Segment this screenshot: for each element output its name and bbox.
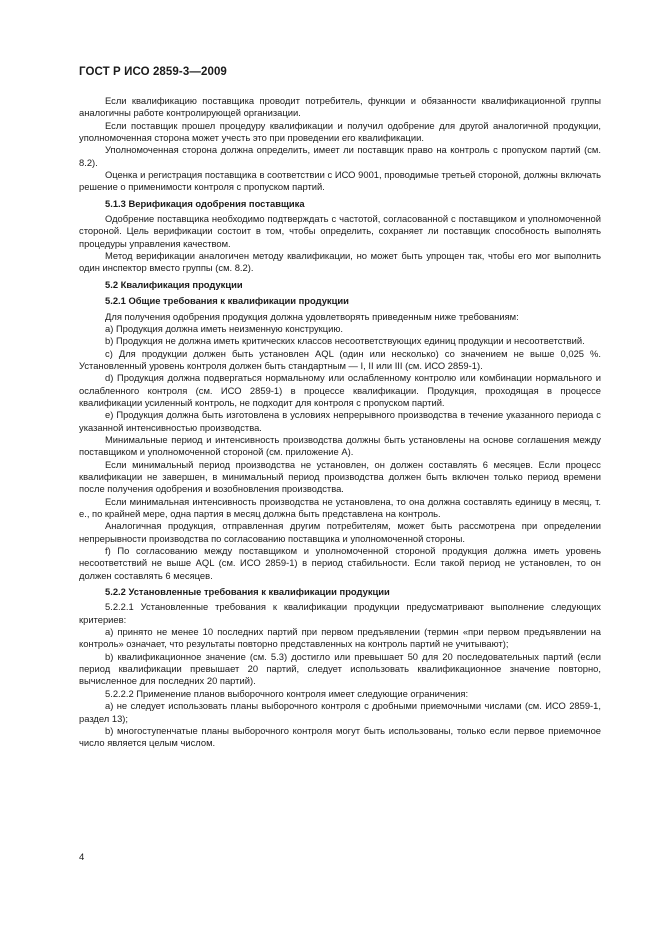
paragraph: Если минимальный период производства не установлен, он должен составлять 6 месяцев. Если процесс квалификации не завершен, в минимальный период производства должен быть включен только период времени после получения одобрения и возобновления производства.	[79, 458, 601, 495]
paragraph: b) Продукция не должна иметь критических классов несоответствующих единиц продукции и несоответствий.	[105, 335, 585, 347]
section-heading: 5.1.3 Верификация одобрения поставщика	[105, 197, 305, 209]
paragraph: Оценка и регистрация поставщика в соответствии с ИСО 9001, проводимые третьей стороной, должны включать решение о применимости контроля с пропуском партий.	[79, 169, 601, 193]
paragraph: Для получения одобрения продукция должна удовлетворять приведенным ниже требованиям:	[105, 310, 519, 322]
paragraph: e) Продукция должна быть изготовлена в условиях непрерывного производства в течение указанного периода с указанной интенсивностью производства.	[79, 409, 601, 433]
paragraph: Одобрение поставщика необходимо подтверждать с частотой, согласованной с поставщиком и уполномоченной стороной. Цель верификации состоит в том, чтобы определить, сохраняет ли поставщик способность выполнять процедуры управления качеством.	[79, 213, 601, 249]
paragraph: Если поставщик прошел процедуру квалификации и получил одобрение для другой аналогичной продукции, уполномоченная сторона может учесть это при проведении его квалификации.	[79, 119, 601, 144]
paragraph: Уполномоченная сторона должна определить, имеет ли поставщик право на контроль с пропуском партий (см. 8.2).	[79, 144, 601, 168]
document-body	[79, 95, 601, 750]
paragraph: d) Продукция должна подвергаться нормальному или ослабленному контролю или комбинации нормального и ослабленного контроля (см. ИСО 2859-1) в процессе квалификации. Продукция, проходящая в процессе квалификации усиленный контроль, не подходит для контроля с пропуском партий.	[79, 372, 601, 408]
paragraph: b) квалификационное значение (см. 5.3) достигло или превышает 50 для 20 последовательных партий (если период квалификации превышает 20 партий, следует использовать квалификационное значение повторно, вычисленное для последних 20 партий).	[79, 650, 601, 687]
paragraph: b) многоступенчатые планы выборочного контроля могут быть использованы, только если первое приемочное число является целым числом.	[79, 724, 601, 749]
page-number: 4	[79, 852, 85, 863]
paragraph: a) не следует использовать планы выборочного контроля с дробными приемочными числами (см. ИСО 2859-1, раздел 13);	[79, 700, 601, 724]
paragraph: Если минимальная интенсивность производства не установлена, то она должна составлять единицу в месяц, т. е., по крайней мере, одна партия в месяц должна быть представлена на контроль.	[79, 495, 601, 519]
paragraph: c) Для продукции должен быть установлен AQL (один или несколько) со значением не выше 0,025 %. Установленный уровень контроля должен быть стандартным — I, II или III (см. ИСО 2859-1).	[79, 347, 601, 371]
paragraph: 5.2.2.2 Применение планов выборочного контроля имеет следующие ограничения:	[105, 687, 469, 699]
paragraph: a) принято не менее 10 последних партий при первом предъявлении (термин «при первом предъявлении на контроль» означает, что результаты повторно представленных на контроль партий не учитывают);	[79, 626, 601, 650]
paragraph: f) По согласованию между поставщиком и уполномоченной стороной продукция должна иметь уровень несоответствий не выше AQL (см. ИСО 2859-1) в период стабильности. Если такой период не установлен, то он должен составлять 6 месяцев.	[79, 545, 601, 581]
paragraph: Минимальные период и интенсивность производства должны быть установлены на основе соглашения между поставщиком и уполномоченной стороной (см. приложение А).	[79, 433, 601, 458]
paragraph: 5.2.2.1 Установленные требования к квалификации продукции предусматривают выполнение следующих критериев:	[79, 601, 601, 625]
paragraph: Метод верификации аналогичен методу квалификации, но может быть упрощен так, чтобы его мог выполнить один инспектор вместо группы (см. 8.2).	[79, 250, 601, 274]
section-heading: 5.2.1 Общие требования к квалификации продукции	[105, 295, 349, 307]
section-heading: 5.2.2 Установленные требования к квалификации продукции	[105, 586, 390, 598]
page-header-standard-title: ГОСТ Р ИСО 2859-3—2009	[79, 66, 227, 78]
paragraph: a) Продукция должна иметь неизменную конструкцию.	[105, 322, 344, 334]
paragraph: Аналогичная продукция, отправленная другим потребителям, может быть рассмотрена при определении непрерывности производства по согласованию поставщика и уполномоченной стороны.	[79, 520, 601, 544]
paragraph: Если квалификацию поставщика проводит потребитель, функции и обязанности квалификационной группы аналогичны работе контролирующей организации.	[79, 95, 601, 119]
section-heading: 5.2 Квалификация продукции	[105, 278, 243, 290]
